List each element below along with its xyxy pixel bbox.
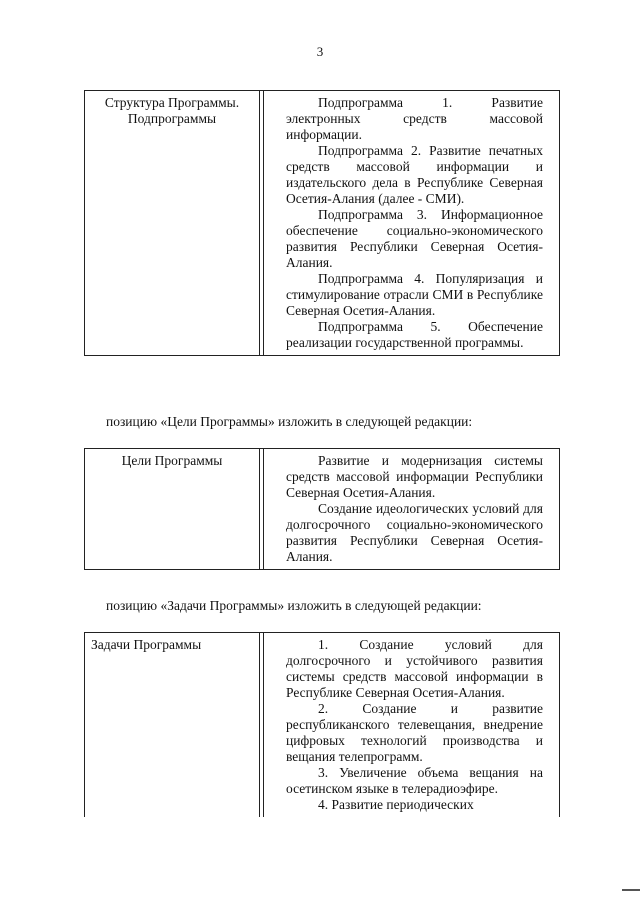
intro-tasks: позицию «Задачи Программы» изложить в следующей редакции: xyxy=(106,598,482,613)
structure-content xyxy=(263,91,559,355)
tasks-table xyxy=(84,632,560,817)
subprogram-2: Подпрограмма 2. Развитие печатных средств массовой информации и издательского дела в Республике Северная Осетия-Алания (далее - СМИ). xyxy=(286,143,543,206)
tasks-label: Задачи Программы xyxy=(85,633,260,817)
subprogram-3: Подпрограмма 3. Информационное обеспечение социально-экономического развития Республики Северная Осетия-Алания. xyxy=(286,207,543,270)
goals-content xyxy=(263,449,559,569)
structure-table xyxy=(84,90,560,356)
goals-table xyxy=(84,448,560,570)
page-number: 3 xyxy=(316,44,324,59)
subprogram-5: Подпрограмма 5. Обеспечение реализации государственной программы. xyxy=(286,319,543,350)
intro-goals: позицию «Цели Программы» изложить в следующей редакции: xyxy=(106,414,473,429)
task-4: 4. Развитие периодических xyxy=(318,797,474,812)
goal-2: Создание идеологических условий для долгосрочного социально-экономического развития Республики Северная Осетия-Алания. xyxy=(286,501,543,564)
edge-mark xyxy=(622,889,640,891)
goals-label: Цели Программы xyxy=(85,449,260,569)
task-3: 3. Увеличение объема вещания на осетинском языке в телерадиоэфире. xyxy=(286,765,543,796)
tasks-content xyxy=(263,633,559,817)
subprogram-1: Подпрограмма 1. Развитие электронных средств массовой информации. xyxy=(286,95,543,142)
goal-1: Развитие и модернизация системы средств массовой информации Республики Северная Осетия-Алания. xyxy=(286,453,543,500)
task-1: 1. Создание условий для долгосрочного и устойчивого развития системы средств массовой информации в Республике Северная Осетия-Алания. xyxy=(286,637,543,700)
structure-label: Структура Программы. Подпрограммы xyxy=(85,91,260,355)
subprogram-4: Подпрограмма 4. Популяризация и стимулирование отрасли СМИ в Республике Северная Осетия-Алания. xyxy=(286,271,543,318)
task-2: 2. Создание и развитие республиканского телевещания, внедрение цифровых технологий производства и вещания телепрограмм. xyxy=(286,701,543,764)
